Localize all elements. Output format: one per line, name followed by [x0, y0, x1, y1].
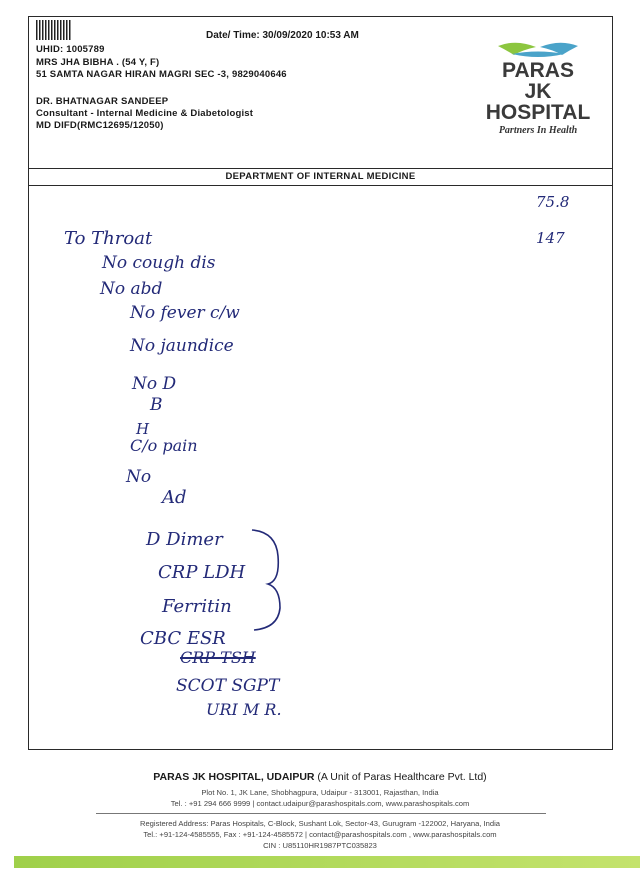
- footer-tel-fax: Tel.: +91-124-4585555, Fax : +91-124-4585572 | contact@parashospitals.com , www.parashospitals.com: [143, 830, 497, 839]
- header-divider-bottom: [28, 185, 613, 186]
- note-line: CBC ESR: [140, 628, 226, 649]
- note-line: No cough dis: [102, 253, 216, 273]
- footer-cin: CIN : U85110HR1987PTC035823: [263, 841, 377, 850]
- struck-note-line: CRP TSH: [180, 648, 256, 667]
- footer-divider: [96, 813, 546, 814]
- note-line: No: [126, 467, 152, 487]
- note-line: Ferritin: [162, 596, 232, 617]
- footer-hospital-name: PARAS JK HOSPITAL, UDAIPUR: [153, 771, 315, 783]
- note-line: H: [136, 420, 150, 438]
- note-line: B: [150, 395, 163, 415]
- doctor-name: DR. BHATNAGAR SANDEEP: [36, 96, 169, 107]
- note-line: CRP LDH: [158, 562, 246, 583]
- note-line: No abd: [100, 279, 163, 299]
- barcode: [36, 20, 72, 40]
- footer-hospital-unit: (A Unit of Paras Healthcare Pvt. Ltd): [314, 771, 487, 783]
- note-line: D Dimer: [146, 529, 223, 550]
- note-line: No jaundice: [130, 336, 234, 356]
- logo-tagline: Partners In Health: [498, 125, 578, 136]
- hands-logo-icon: [492, 38, 584, 60]
- department-title: DEPARTMENT OF INTERNAL MEDICINE: [225, 171, 416, 182]
- vital-weight: 75.8: [536, 193, 570, 211]
- footer-contact: Tel. : +91 294 666 9999 | contact.udaipur@parashospitals.com, www.parashospitals.com: [170, 799, 470, 808]
- note-line: To Throat: [64, 228, 153, 249]
- logo-line-2: JK: [524, 80, 552, 103]
- hospital-logo: [478, 38, 598, 136]
- doctor-designation: Consultant - Internal Medicine & Diabetologist: [36, 108, 254, 119]
- note-line: Ad: [162, 487, 187, 508]
- footer-registered-address: Registered Address: Paras Hospitals, C-Block, Sushant Lok, Sector-43, Gurugram -122002, Haryana, India: [139, 819, 501, 828]
- note-line: URI M R.: [206, 700, 282, 719]
- note-line: No D: [132, 374, 177, 394]
- note-line: No fever c/w: [130, 303, 240, 323]
- header-divider-top: [28, 168, 613, 169]
- tests-bracket-icon: [248, 526, 288, 636]
- visit-datetime: Date/ Time: 30/09/2020 10:53 AM: [206, 30, 359, 41]
- note-line: SCOT SGPT: [176, 676, 280, 696]
- footer-plot-address: Plot No. 1, JK Lane, Shobhagpura, Udaipur - 313001, Rajasthan, India: [201, 788, 439, 797]
- logo-line-1: PARAS: [502, 59, 574, 82]
- footer-color-bar: [14, 856, 640, 868]
- logo-line-3: HOSPITAL: [485, 101, 591, 124]
- vital-bp: 147: [536, 229, 565, 247]
- patient-address: 51 SAMTA NAGAR HIRAN MAGRI SEC -3, 9829040646: [36, 69, 287, 80]
- note-line: C/o pain: [130, 436, 198, 455]
- doctor-qualification: MD DIFD(RMC12695/12050): [36, 120, 164, 131]
- uhid: UHID: 1005789: [36, 44, 105, 55]
- footer-hospital-line: [0, 771, 640, 783]
- patient-name: MRS JHA BIBHA . (54 Y, F): [36, 57, 160, 68]
